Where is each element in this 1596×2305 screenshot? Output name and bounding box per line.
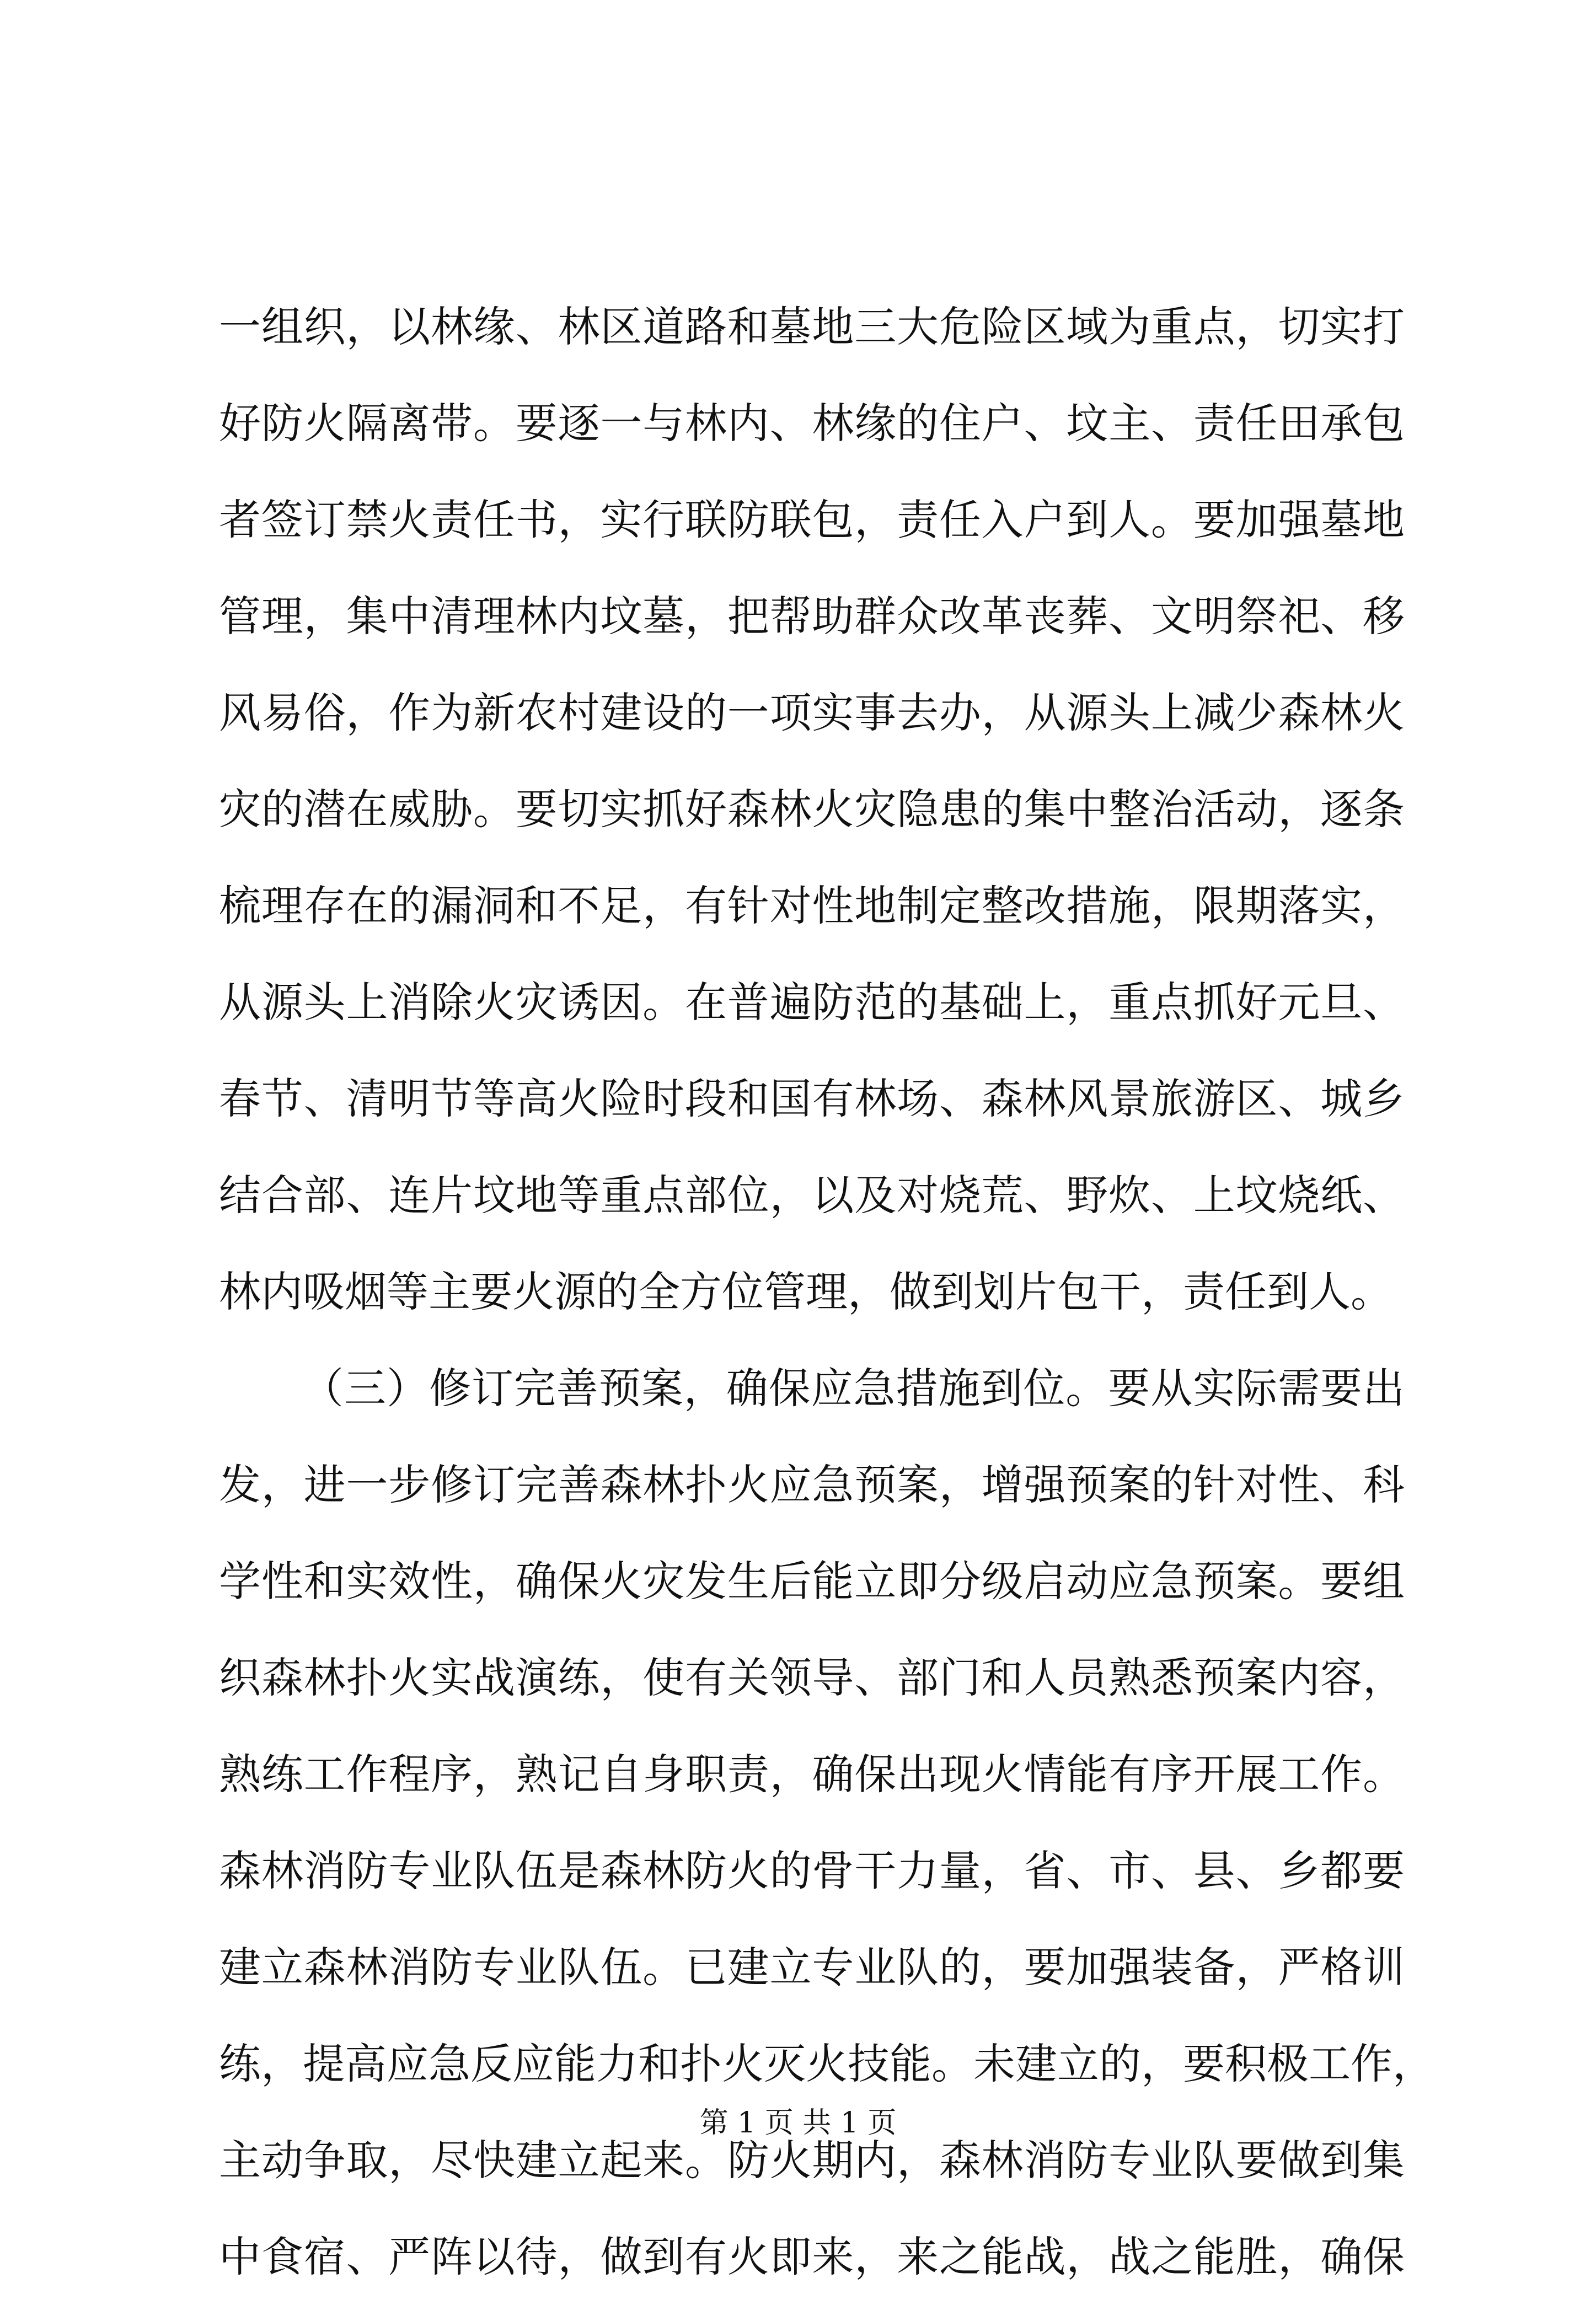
text-line: 中食宿、严阵以待，做到有火即来，来之能战，战之能胜，确保 [219, 2232, 1405, 2281]
text-line: 结合部、连片坟地等重点部位，以及对烧荒、野炊、上坟烧纸、 [219, 1171, 1405, 1220]
text-line: 风易俗，作为新农村建设的一项实事去办，从源头上减少森林火 [219, 688, 1405, 737]
text-line: 主动争取，尽快建立起来。防火期内，森林消防专业队要做到集 [219, 2136, 1405, 2185]
page-footer: 第 1 页 共 1 页 [699, 2106, 897, 2140]
text-line: 灾的潜在威胁。要切实抓好森林火灾隐患的集中整治活动，逐条 [219, 785, 1405, 834]
text-line: 者签订禁火责任书，实行联防联包，责任入户到人。要加强墓地 [219, 495, 1405, 544]
text-line: 熟练工作程序，熟记自身职责，确保出现火情能有序开展工作。 [219, 1750, 1405, 1799]
text-line: 好防火隔离带。要逐一与林内、林缘的住户、坟主、责任田承包 [219, 399, 1405, 448]
text-line: 森林消防专业队伍是森林防火的骨干力量，省、市、县、乡都要 [219, 1846, 1405, 1895]
text-line: 发，进一步修订完善森林扑火应急预案，增强预案的针对性、科 [219, 1460, 1405, 1509]
text-line: 管理，集中清理林内坟墓，把帮助群众改革丧葬、文明祭祀、移 [219, 592, 1405, 641]
text-line: 从源头上消除火灾诱因。在普遍防范的基础上，重点抓好元旦、 [219, 978, 1405, 1027]
document-body [219, 278, 1434, 2305]
text-line: 林内吸烟等主要火源的全方位管理，做到划片包干，责任到人。 [219, 1267, 1393, 1316]
text-line: 梳理存在的漏洞和不足，有针对性地制定整改措施，限期落实， [219, 881, 1405, 930]
text-line: 练，提高应急反应能力和扑火灭火技能。未建立的，要积极工作， [219, 2039, 1434, 2088]
section-heading-line: （三）修订完善预案，确保应急措施到位。要从实际需要出 [302, 1364, 1405, 1413]
text-line: 建立森林消防专业队伍。已建立专业队的，要加强装备，严格训 [219, 1943, 1405, 1992]
text-line: 学性和实效性，确保火灾发生后能立即分级启动应急预案。要组 [219, 1557, 1405, 1606]
text-line: 织森林扑火实战演练，使有关领导、部门和人员熟悉预案内容， [219, 1653, 1405, 1702]
text-line: 春节、清明节等高火险时段和国有林场、森林风景旅游区、城乡 [219, 1074, 1405, 1123]
text-line: 一组织，以林缘、林区道路和墓地三大危险区域为重点，切实打 [219, 302, 1405, 351]
